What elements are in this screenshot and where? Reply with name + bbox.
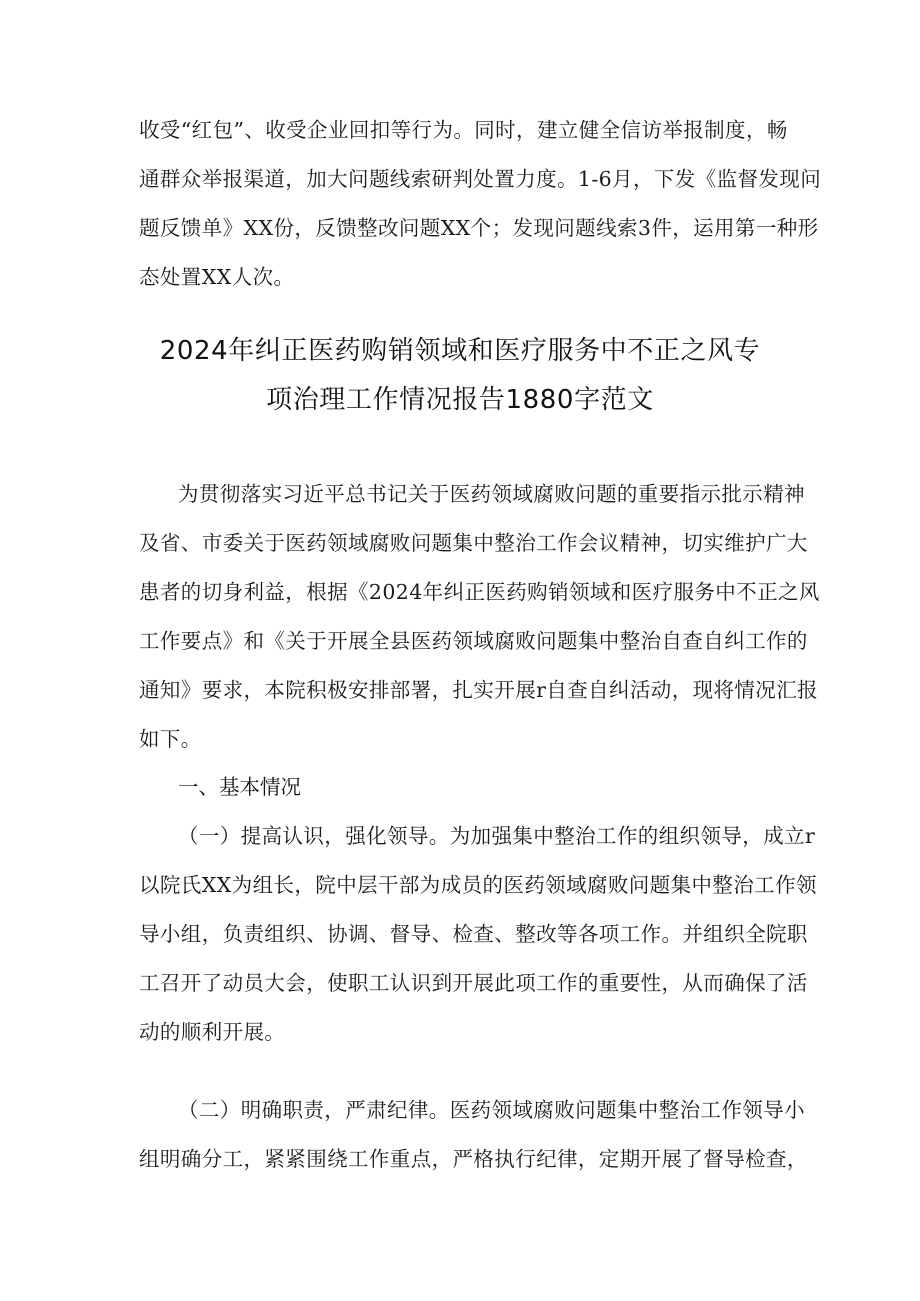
subsection1-line-3: 导小组，负责组织、协调、督导、检查、整改等各项工作。并组织全院职: [139, 922, 808, 946]
subsection2-line-2: 组明确分工，紧紧围绕工作重点，严格执行纪律，定期开展了督导检查，: [139, 1147, 808, 1171]
subsection1-line-2: 以院氏XX为组长，院中层干部为成员的医药领域腐败问题集中整治工作领: [139, 873, 817, 897]
page-title-line-2: 项治理工作情况报告1880字范文: [266, 385, 654, 415]
intro-line-4: 态处置XX人次。: [139, 265, 295, 289]
intro-line-2: 通群众举报渠道，加大问题线索研判处置力度。1-6月，下发《监督发现问: [139, 167, 822, 191]
opening-line-1: 为贯彻落实习近平总书记关于医药领域腐败问题的重要指示批示精神: [178, 482, 805, 506]
subsection2-line-1: （二）明确职责，严肃纪律。医药领域腐败问题集中整治工作领导小: [178, 1098, 805, 1122]
subsection1-line-5: 动的顺利开展。: [139, 1020, 286, 1044]
subsection1-line-4: 工召开了动员大会，使职工认识到开展此项工作的重要性，从而确保了活: [139, 971, 808, 995]
opening-line-6: 如下。: [139, 727, 202, 751]
opening-line-2: 及省、市委关于医药领域腐败问题集中整治工作会议精神，切实维护广大: [139, 531, 808, 555]
intro-line-1: 收受“红包”、收受企业回扣等行为。同时，建立健全信访举报制度，畅: [139, 118, 788, 142]
intro-line-3: 题反馈单》XX份，反馈整改问题XX个；发现问题线索3件，运用第一种形: [139, 216, 819, 240]
subsection1-line-1: （一）提高认识，强化领导。为加强集中整治工作的组织领导，成立r: [178, 824, 816, 848]
opening-line-3: 患者的切身利益，根据《2024年纠正医药购销领域和医疗服务中不正之风: [139, 580, 820, 604]
section-heading-basic: 一、基本情况: [178, 775, 301, 799]
opening-line-4: 工作要点》和《关于开展全县医药领域腐败问题集中整治自查自纠工作的: [139, 629, 808, 653]
opening-line-5: 通知》要求，本院积极安排部署，扎实开展r自查自纠活动，现将情况汇报: [139, 678, 818, 702]
page-title-line-1: 2024年纠正医药购销领域和医疗服务中不正之风专: [159, 336, 761, 366]
